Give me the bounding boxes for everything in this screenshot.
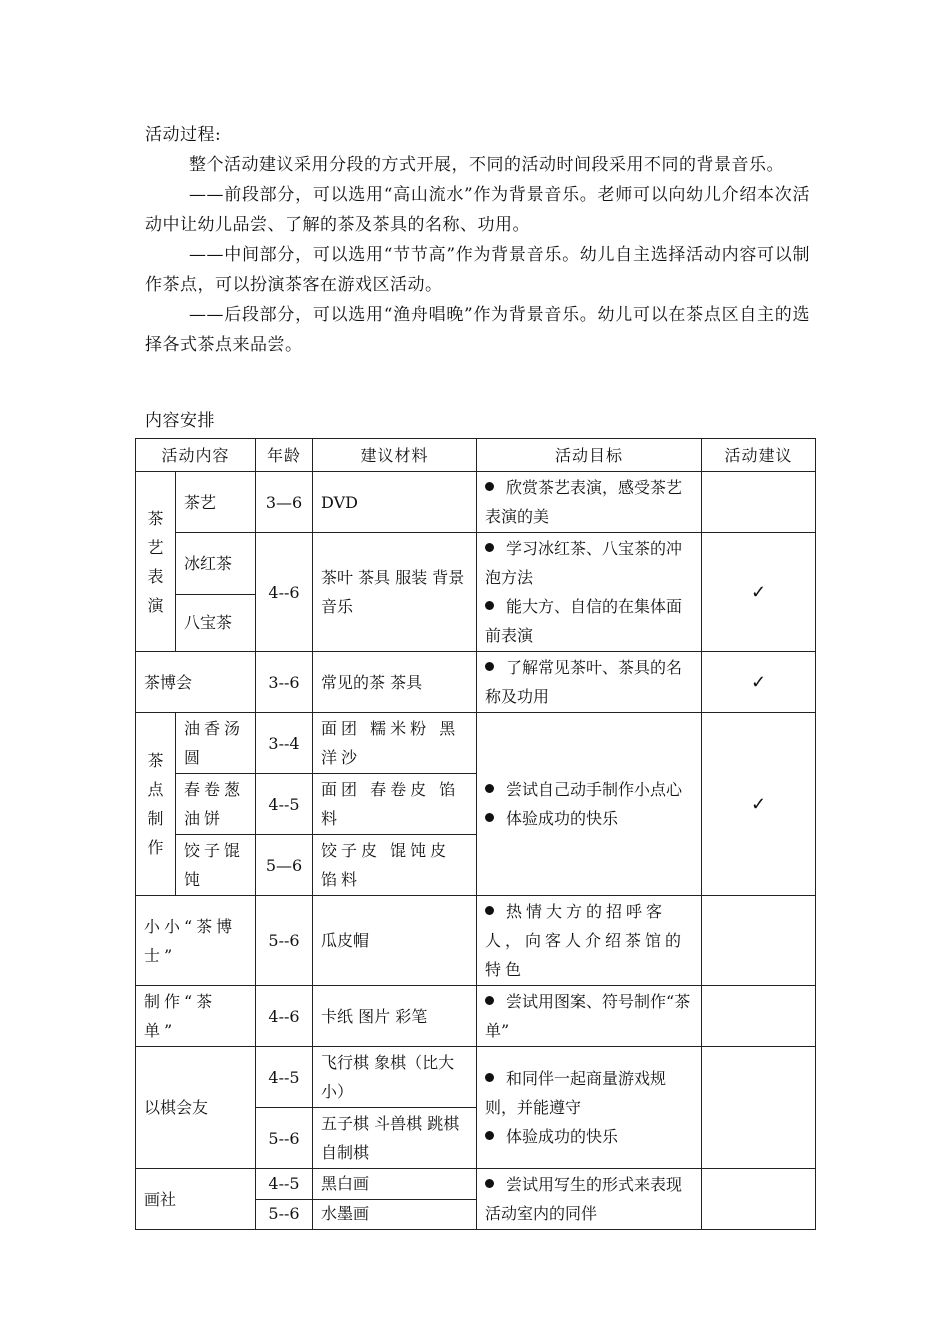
goal-cell: 尝试用图案、符号制作“茶单” — [477, 986, 702, 1047]
item-tea-menu: 制作“茶单” — [136, 986, 256, 1047]
header-content: 活动内容 — [136, 439, 256, 472]
suggestion-cell — [702, 896, 816, 986]
item-snack: 油香汤圆 — [176, 713, 256, 774]
age-cell: 4--5 — [256, 1169, 313, 1200]
goal-cell: 欣赏茶艺表演，感受茶艺表演的美 — [477, 472, 702, 533]
material-cell: 黑白画 — [313, 1169, 477, 1200]
goal-cell: 尝试用写生的形式来表现活动室内的同伴 — [477, 1169, 702, 1230]
table-row — [136, 713, 816, 774]
material-cell: 瓜皮帽 — [313, 896, 477, 986]
process-paragraph-1: 整个活动建议采用分段的方式开展，不同的活动时间段采用不同的背景音乐。 — [189, 155, 784, 175]
item-painting: 画社 — [136, 1169, 256, 1230]
age-cell: 5--6 — [256, 1108, 313, 1169]
content-table — [135, 438, 816, 1230]
suggestion-cell — [702, 1169, 816, 1230]
item-snack: 饺子馄饨 — [176, 835, 256, 896]
age-cell: 5--6 — [256, 896, 313, 986]
suggestion-cell — [702, 986, 816, 1047]
age-cell: 3--4 — [256, 713, 313, 774]
bullet-dot-icon — [485, 543, 494, 552]
process-title: 活动过程: — [145, 125, 222, 145]
group-tea-snack: 茶点制作 — [136, 713, 176, 896]
material-cell: 卡纸 图片 彩笔 — [313, 986, 477, 1047]
header-material: 建议材料 — [313, 439, 477, 472]
item-snack: 春卷葱油饼 — [176, 774, 256, 835]
table-header-row — [136, 439, 816, 472]
age-cell: 4--6 — [256, 986, 313, 1047]
table-row — [136, 652, 816, 713]
bullet-dot-icon — [485, 784, 494, 793]
process-paragraph-2: ——前段部分，可以选用“高山流水”作为背景音乐。老师可以向幼儿介绍本次活动中让幼儿品尝、了解的茶及茶具的名称、功用。 — [145, 185, 810, 235]
bullet-dot-icon — [485, 601, 494, 610]
age-cell: 4--5 — [256, 1047, 313, 1108]
suggestion-cell — [702, 1047, 816, 1169]
table-row — [136, 1169, 816, 1200]
table-row — [136, 472, 816, 533]
bullet-dot-icon — [485, 1073, 494, 1082]
material-cell: 五子棋 斗兽棋 跳棋 自制棋 — [313, 1108, 477, 1169]
item-iced-tea: 冰红茶 — [176, 533, 256, 595]
goal-cell: 尝试自己动手制作小点心 体验成功的快乐 — [477, 713, 702, 896]
goal-cell: 热情大方的招呼客人，向客人介绍茶馆的特色 — [477, 896, 702, 986]
age-cell: 3—6 — [256, 472, 313, 533]
material-cell: 面团 春卷皮 馅料 — [313, 774, 477, 835]
item-eight-treasure-tea: 八宝茶 — [176, 594, 256, 651]
item-tea-doctor: 小小“茶博士” — [136, 896, 256, 986]
process-paragraph-4: ——后段部分，可以选用“渔舟唱晚”作为背景音乐。幼儿可以在茶点区自主的选择各式茶点来品尝。 — [145, 305, 810, 355]
goal-cell: 了解常见茶叶、茶具的名称及功用 — [477, 652, 702, 713]
table-row — [136, 986, 816, 1047]
check-mark-icon: ✓ — [702, 533, 816, 652]
bullet-dot-icon — [485, 813, 494, 822]
item-tea-art: 茶艺 — [176, 472, 256, 533]
process-paragraph-3: ——中间部分，可以选用“节节高”作为背景音乐。幼儿自主选择活动内容可以制作茶点，可以扮演茶客在游戏区活动。 — [145, 245, 810, 295]
table-row — [136, 533, 816, 595]
header-goal: 活动目标 — [477, 439, 702, 472]
material-cell: 茶叶 茶具 服装 背景音乐 — [313, 533, 477, 652]
material-cell: 饺子皮 馄饨皮 馅料 — [313, 835, 477, 896]
material-cell: 水墨画 — [313, 1199, 477, 1230]
table-row — [136, 1047, 816, 1108]
material-cell: 飞行棋 象棋（比大小） — [313, 1047, 477, 1108]
bullet-dot-icon — [485, 996, 494, 1005]
age-cell: 3--6 — [256, 652, 313, 713]
goal-cell: 和同伴一起商量游戏规则，并能遵守 体验成功的快乐 — [477, 1047, 702, 1169]
age-cell: 5—6 — [256, 835, 313, 896]
activity-process-section — [145, 120, 810, 360]
check-mark-icon: ✓ — [702, 713, 816, 896]
bullet-dot-icon — [485, 482, 494, 491]
age-cell: 4--6 — [256, 533, 313, 652]
bullet-dot-icon — [485, 1179, 494, 1188]
header-age: 年龄 — [256, 439, 313, 472]
item-chess: 以棋会友 — [136, 1047, 256, 1169]
item-tea-expo: 茶博会 — [136, 652, 256, 713]
age-cell: 5--6 — [256, 1199, 313, 1230]
header-suggestion: 活动建议 — [702, 439, 816, 472]
bullet-dot-icon — [485, 906, 494, 915]
table-row — [136, 896, 816, 986]
age-cell: 4--5 — [256, 774, 313, 835]
material-cell: 常见的茶 茶具 — [313, 652, 477, 713]
bullet-dot-icon — [485, 1131, 494, 1140]
material-cell: DVD — [313, 472, 477, 533]
suggestion-cell — [702, 472, 816, 533]
check-mark-icon: ✓ — [702, 652, 816, 713]
content-arrangement-title: 内容安排 — [145, 411, 215, 431]
bullet-dot-icon — [485, 662, 494, 671]
material-cell: 面团 糯米粉 黑洋沙 — [313, 713, 477, 774]
group-tea-art: 茶艺表演 — [136, 472, 176, 652]
goal-cell: 学习冰红茶、八宝茶的冲泡方法 能大方、自信的在集体面前表演 — [477, 533, 702, 652]
